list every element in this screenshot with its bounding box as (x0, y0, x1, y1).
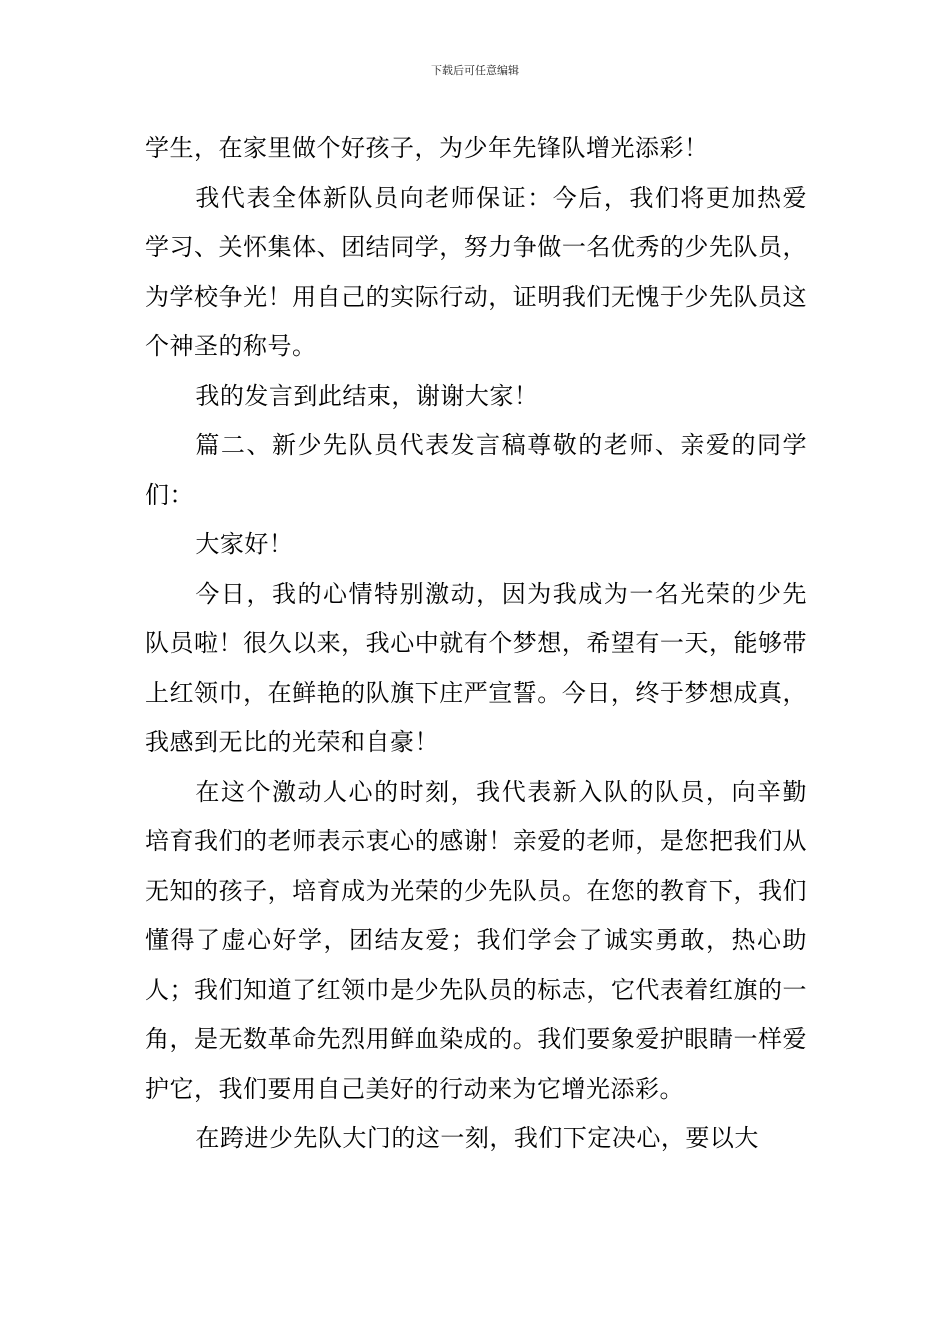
paragraph-thanks: 在这个激动人心的时刻，我代表新入队的队员，向辛勤培育我们的老师表示衷心的感谢！亲爱的老师，是您把我们从无知的孩子，培育成为光荣的少先队员。在您的教育下，我们懂得了虚心好学，团结友爱；我们学会了诚实勇敢，热心助人；我们知道了红领巾是少先队员的标志，它代表着红旗的一角，是无数革命先烈用鲜血染成的。我们要象爱护眼睛一样爱护它，我们要用自己美好的行动来为它增光添彩。 (145, 777, 807, 1103)
paragraph-section-two-heading: 篇二、新少先队员代表发言稿尊敬的老师、亲爱的同学们： (145, 431, 807, 509)
paragraph-closing: 我的发言到此结束，谢谢大家！ (195, 381, 539, 410)
paragraph-continuation: 学生，在家里做个好孩子，为少年先锋队增光添彩！ (145, 134, 709, 162)
page-header-note: 下载后可任意编辑 (431, 64, 519, 77)
paragraph-greeting: 大家好！ (195, 530, 294, 558)
paragraph-today: 今日，我的心情特别激动，因为我成为一名光荣的少先队员啦！很久以来，我心中就有个梦想，希望有一天，能够带上红领巾，在鲜艳的队旗下庄严宣誓。今日，终于梦想成真，我感到无比的光荣和自豪！ (145, 579, 807, 756)
document-body (145, 124, 807, 1164)
paragraph-pledge: 我代表全体新队员向老师保证：今后，我们将更加热爱学习、关怀集体、团结同学，努力争做一名优秀的少先队员，为学校争光！用自己的实际行动，证明我们无愧于少先队员这个神圣的称号。 (145, 183, 807, 360)
paragraph-resolve: 在跨进少先队大门的这一刻，我们下定决心，要以大 (195, 1124, 759, 1152)
